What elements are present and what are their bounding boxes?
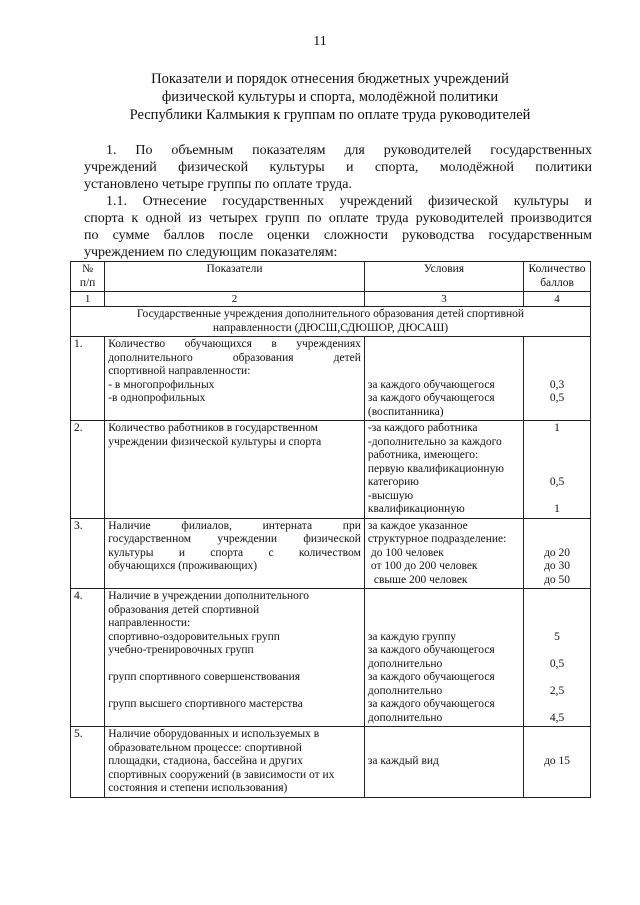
- points-value: 1: [554, 422, 560, 434]
- points-value: 0,3: [549, 378, 565, 391]
- condition-line: за каждого обучающегося: [367, 392, 495, 404]
- points-value: 1: [554, 503, 560, 515]
- paragraph-2: [84, 193, 592, 261]
- points-value: до 50: [544, 573, 571, 586]
- row-points: [524, 518, 591, 589]
- row-conditions: [364, 518, 523, 589]
- condition-line: от 100 до 200 человек: [370, 560, 478, 572]
- indicator-line: - в многопрофильных: [108, 378, 215, 391]
- indicator-line: культуры и спорта с количеством: [108, 546, 361, 559]
- condition-line: категорию: [367, 476, 419, 488]
- indicator-line: Количество работников в государственном: [108, 422, 318, 434]
- indicator-line: спортивной направленности:: [108, 365, 251, 377]
- indicator-line: обучающихся (проживающих): [108, 560, 258, 572]
- indicator-line: учреждении физической культуры и спорта: [108, 435, 322, 448]
- indicator-line: Количество обучающихся в учреждениях: [108, 338, 361, 350]
- header-num-line: п/п: [79, 276, 96, 289]
- indicator-line: спортивно-оздоровительных групп: [108, 630, 280, 643]
- condition-line: первую квалификационную: [367, 462, 504, 475]
- group-heading-line: Государственные учреждения дополнительного образования детей спортивной: [136, 308, 525, 320]
- condition-line: работника, имеющего:: [367, 449, 479, 461]
- table-row: [71, 589, 591, 727]
- indicator-line: государственном учреждении физической: [108, 533, 361, 545]
- points-value: 4,5: [549, 711, 565, 724]
- header-indicators: Показатели: [105, 262, 365, 292]
- condition-line: структурное подразделение:: [367, 533, 507, 545]
- row-points: [524, 421, 591, 519]
- row-num: 3.: [71, 518, 105, 589]
- row-indicator: [105, 727, 365, 798]
- row-indicator: [105, 421, 365, 519]
- condition-line: -за каждого работника: [367, 422, 478, 434]
- title-line: Показатели и порядок отнесения бюджетных учреждений: [151, 71, 509, 87]
- table-row: [71, 727, 591, 798]
- indicator-line: спортивных сооружений (в зависимости от их: [108, 768, 335, 781]
- condition-line: за каждое указанное: [367, 519, 468, 532]
- condition-line: дополнительно: [367, 657, 443, 670]
- points-value: 5: [554, 630, 560, 643]
- header-num: [71, 262, 105, 292]
- page-number: 11: [313, 34, 327, 49]
- table-row: [71, 518, 591, 589]
- indicator-line: Наличие в учреждении дополнительного: [108, 590, 310, 602]
- points-value: 2,5: [549, 684, 565, 697]
- column-numbers-row: [71, 292, 591, 307]
- table-header-row: [71, 262, 591, 292]
- paragraph-line: 1. По объемным показателям для руководителей государственных: [106, 143, 592, 158]
- row-indicator: [105, 337, 365, 421]
- group-heading-row: [71, 307, 591, 337]
- condition-line: за каждого обучающегося: [367, 698, 495, 710]
- row-num: 4.: [71, 589, 105, 727]
- indicator-line: образования детей спортивной: [108, 603, 260, 616]
- points-value: до 20: [544, 546, 571, 559]
- condition-line: за каждого обучающегося: [367, 378, 495, 391]
- condition-line: за каждую группу: [367, 630, 457, 643]
- paragraph-line: установлено четыре группы по оплате труда.: [84, 177, 352, 192]
- indicator-line: учебно-тренировочных групп: [108, 644, 254, 656]
- row-num: 1.: [71, 337, 105, 421]
- header-points-line: баллов: [540, 276, 574, 289]
- condition-line: дополнительно: [367, 711, 443, 724]
- header-num-line: №: [82, 263, 94, 275]
- table-row: [71, 337, 591, 421]
- indicator-line: Наличие филиалов, интерната при: [108, 519, 361, 532]
- row-conditions: [364, 589, 523, 727]
- indicator-line: направленности:: [108, 617, 191, 629]
- row-points: [524, 727, 591, 798]
- row-indicator: [105, 589, 365, 727]
- condition-line: (воспитанника): [367, 405, 444, 418]
- indicator-line: образовательном процессе: спортивной: [108, 741, 302, 754]
- condition-line: дополнительно: [367, 684, 443, 697]
- points-value: 0,5: [549, 476, 565, 488]
- title-line: Республики Калмыкия к группам по оплате труда руководителей: [129, 107, 531, 123]
- row-conditions: [364, 337, 523, 421]
- condition-line: -дополнительно за каждого: [367, 435, 502, 448]
- document-title: [60, 70, 600, 124]
- condition-line: свыше 200 человек: [373, 573, 468, 586]
- row-conditions: [364, 727, 523, 798]
- column-number: 1: [71, 292, 105, 307]
- condition-line: за каждого обучающегося: [367, 671, 495, 683]
- indicator-line: групп спортивного совершенствования: [108, 671, 301, 683]
- column-number: 2: [105, 292, 365, 307]
- group-heading: [71, 307, 591, 337]
- indicator-line: Наличие оборудованных и используемых в: [108, 728, 320, 740]
- table-row: [71, 421, 591, 519]
- indicator-line: дополнительного образования детей: [108, 351, 361, 364]
- paragraph-line: 1.1. Отнесение государственных учреждений физической культуры и: [106, 194, 592, 209]
- group-heading-line: направленности (ДЮСШ,СДЮШОР, ДЮСАШ): [212, 321, 449, 334]
- paragraph-line: учреждений физической культуры и спорта, молодёжной политики: [84, 160, 592, 175]
- condition-line: до 100 человек: [370, 546, 444, 559]
- condition-line: за каждый вид: [367, 755, 439, 767]
- header-points-line: Количество: [528, 263, 586, 275]
- indicator-line: состояния и степени использования): [108, 782, 288, 794]
- indicator-line: групп высшего спортивного мастерства: [108, 698, 303, 710]
- condition-line: -высшую: [367, 489, 414, 502]
- column-number: 3: [364, 292, 523, 307]
- row-indicator: [105, 518, 365, 589]
- condition-line: квалификационную: [367, 503, 465, 515]
- row-num: 5.: [71, 727, 105, 798]
- paragraph-line: учреждением по следующим показателям:: [84, 245, 338, 260]
- row-conditions: [364, 421, 523, 519]
- row-points: [524, 589, 591, 727]
- paragraph-line: спорта к одной из четырех групп по оплате труда руководителей производится: [84, 211, 592, 226]
- paragraph-line: по сумме баллов после оценки сложности руководства государственным: [84, 228, 592, 243]
- indicator-line: -в однопрофильных: [108, 392, 206, 404]
- indicator-line: площадки, стадиона, бассейна и других: [108, 755, 303, 767]
- points-value: 0,5: [549, 392, 565, 404]
- paragraph-1: [84, 142, 592, 193]
- title-line: физической культуры и спорта, молодёжной политики: [161, 89, 499, 105]
- condition-line: за каждого обучающегося: [367, 644, 495, 656]
- points-value: до 15: [544, 755, 571, 767]
- points-value: 0,5: [549, 657, 565, 670]
- header-conditions: Условия: [364, 262, 523, 292]
- row-num: 2.: [71, 421, 105, 519]
- column-number: 4: [524, 292, 591, 307]
- points-value: до 30: [544, 560, 571, 572]
- indicators-table: [70, 261, 591, 798]
- header-points: [524, 262, 591, 292]
- row-points: [524, 337, 591, 421]
